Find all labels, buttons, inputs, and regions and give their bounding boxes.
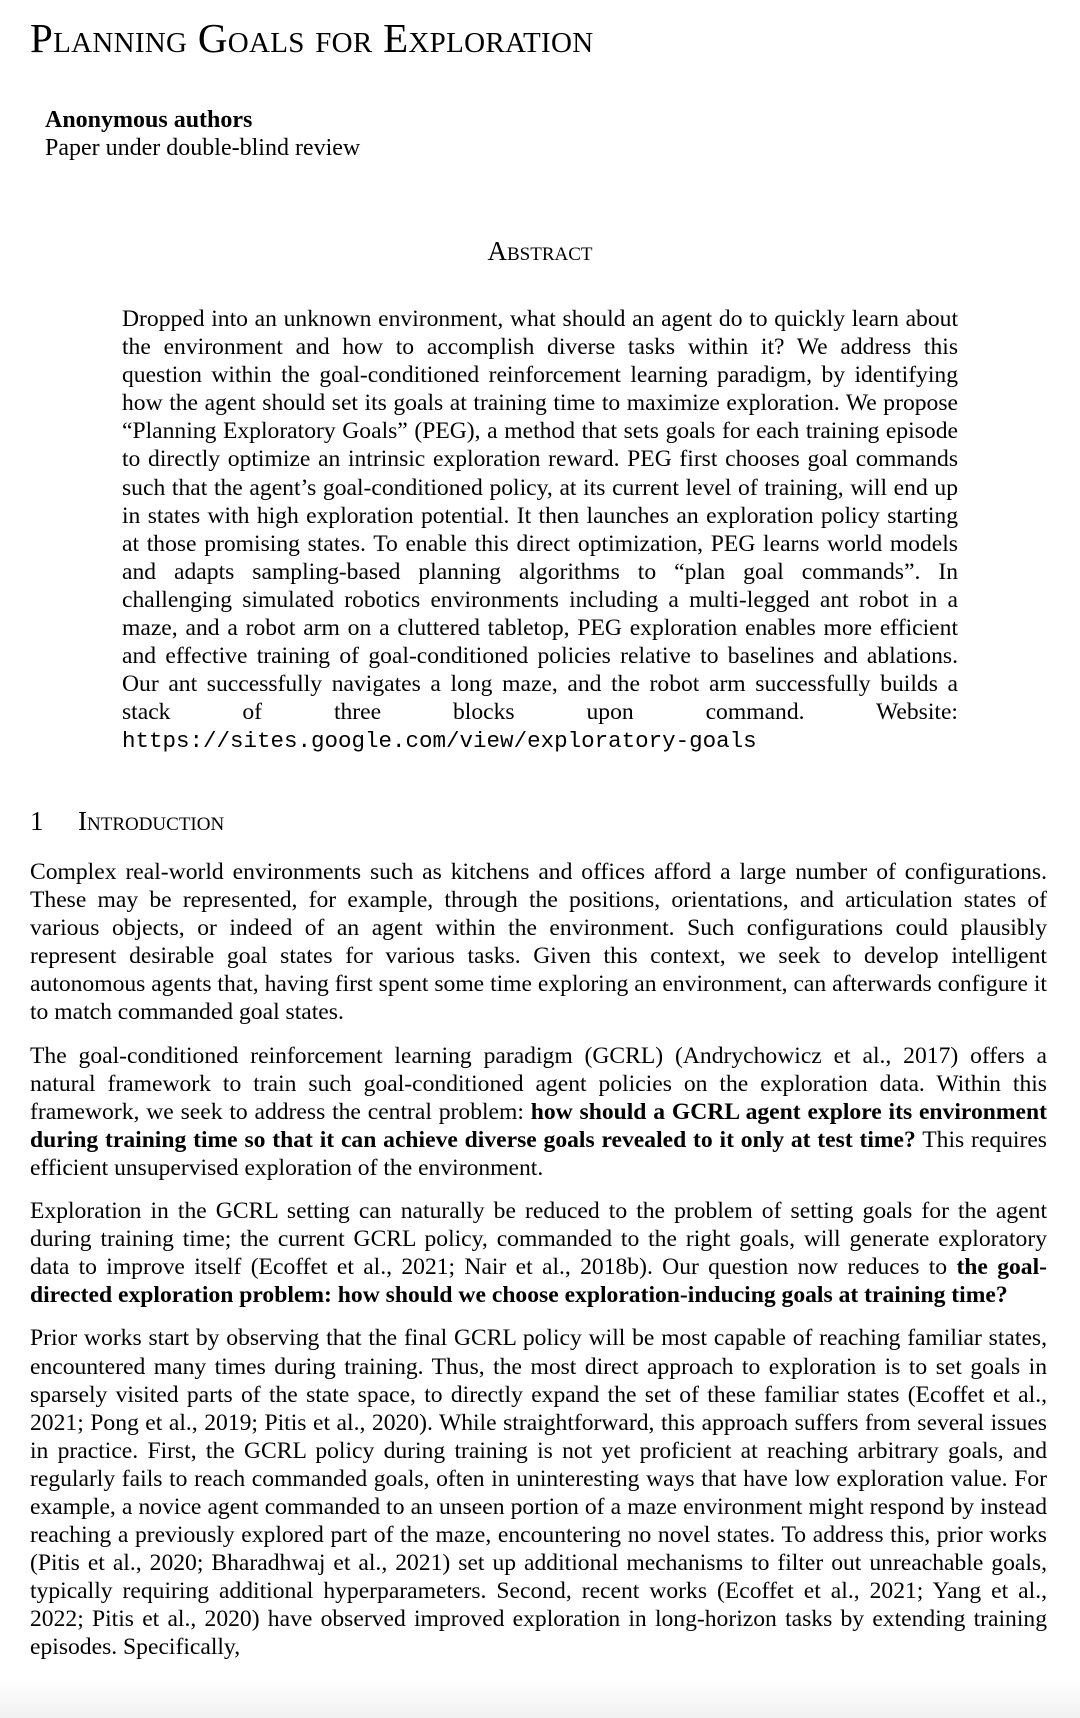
intro-paragraph-3 [30,1197,1047,1309]
intro-p2-emphasis: how should a GCRL agent explore its environment during training time so that it can achieve diverse goals revealed to it only at test time? [30,1098,1047,1153]
abstract-heading: Abstract [487,236,593,266]
introduction-body [30,858,1047,1677]
section-title: Introduction [78,806,225,836]
section-number: 1 [30,806,44,836]
paper-title: Planning Goals for Exploration [30,15,594,61]
intro-p2-text: The goal-conditioned reinforcement learning paradigm (GCRL) (Andrychowicz et al., 2017) offers a natural framework to train such goal-conditioned agent policies on the exploration data. Within this framework, we seek to address the central problem: [30,1042,1047,1125]
intro-paragraph-1: Complex real-world environments such as kitchens and offices afford a large number of configurations. These may be represented, for example, through the positions, orientations, and articulation states of various objects, or indeed of an agent within the environment. Such configurations could plausibly represent desirable goal states for various tasks. Given this context, we seek to develop intelligent autonomous agents that, having first spent some time exploring an environment, can afterwards configure it to match commanded goal states. [30,859,1047,1026]
section-heading-introduction [30,806,224,837]
intro-paragraph-2 [30,1042,1047,1182]
intro-p3-emphasis: the goal-directed exploration problem: how should we choose exploration-inducing goals at training time? [30,1254,1048,1309]
intro-p3-text: Exploration in the GCRL setting can naturally be reduced to the problem of setting goals for the agent during training time; the current GCRL policy, commanded to the right goals, will generate exploratory data to improve itself (Ecoffet et al., 2021; Nair et al., 2018b). Our question now reduces to [30,1198,1047,1281]
intro-p2-tail: This requires efficient unsupervised exploration of the environment. [30,1126,1047,1181]
author-affiliation: Paper under double-blind review [45,135,361,161]
website-link[interactable]: https://sites.google.com/view/exploratory-goals [122,728,757,755]
intro-paragraph-4: Prior works start by observing that the final GCRL policy will be most capable of reaching familiar states, encountered many times during training. Thus, the most direct approach to exploration is to set goals in sparsely visited parts of the state space, to directly expand the set of these familiar states (Ecoffet et al., 2021; Pong et al., 2019; Pitis et al., 2020). While straightforward, this approach suffers from several issues in practice. First, the GCRL policy during training is not yet proficient at reaching arbitrary goals, and regularly fails to reach commanded goals, often in uninteresting ways that have low exploration value. For example, a novice agent commanded to an unseen portion of a maze environment might respond by instead reaching a previously explored part of the maze, encountering no novel states. To address this, prior works (Pitis et al., 2020; Bharadhwaj et al., 2021) set up additional mechanisms to filter out unreachable goals, typically requiring additional hyperparameters. Second, recent works (Ecoffet et al., 2021; Yang et al., 2022; Pitis et al., 2020) have observed improved exploration in long-horizon tasks by extending training episodes. Specifically, [30,1325,1047,1661]
website-label: Website: [876,699,958,726]
abstract-text [122,305,958,756]
abstract-body: Dropped into an unknown environment, what should an agent do to quickly learn about the environment and how to accomplish diverse tasks within it? We address this question within the goal-conditioned reinforcement learning paradigm, by identifying how the agent should set its goals at training time to maximize exploration. We propose “Planning Exploratory Goals” (PEG), a method that sets goals for each training episode to directly optimize an intrinsic exploration reward. PEG first chooses goal commands such that the agent’s goal-conditioned policy, at its current level of training, will end up in states with high exploration potential. It then launches an exploration policy starting at those promising states. To enable this direct optimization, PEG learns world models and adapts sampling-based planning algorithms to “plan goal commands”. In challenging simulated robotics environments including a multi-legged ant robot in a maze, and a robot arm on a cluttered tabletop, PEG exploration enables more efficient and effective training of goal-conditioned policies relative to baselines and ablations. Our ant successfully navigates a long maze, and the robot arm successfully builds a stack of three blocks upon command. [122,306,958,726]
page-bottom-shadow [0,1678,1080,1718]
author-names: Anonymous authors [45,107,253,133]
author-block [45,106,360,162]
